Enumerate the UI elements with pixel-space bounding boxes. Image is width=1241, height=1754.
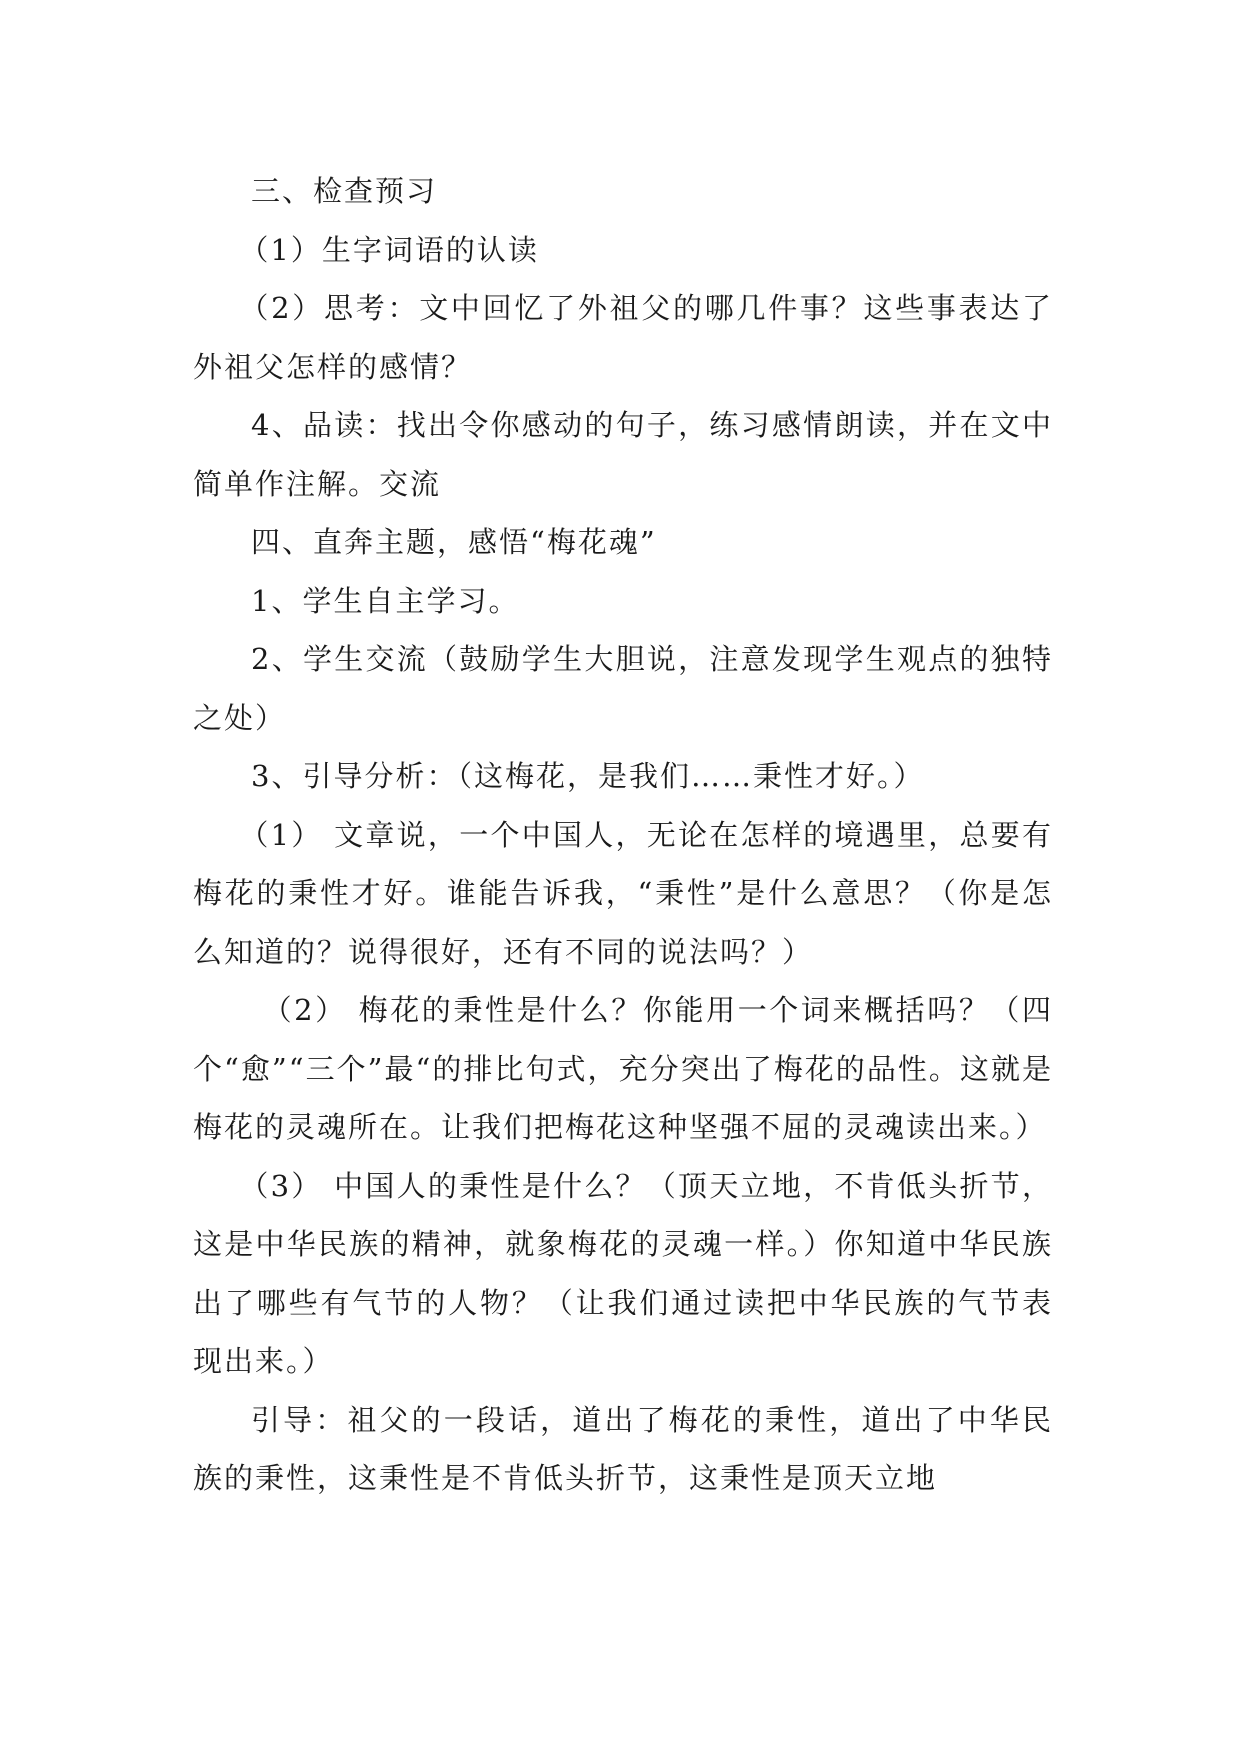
section-heading-preview-check: 三、检查预习 [251, 174, 438, 208]
paragraph-think-question: （2）思考：文中回忆了外祖父的哪几件事？这些事表达了外祖父怎样的感情？ [193, 291, 1053, 384]
document-page [193, 162, 1053, 1508]
section-heading-theme: 四、直奔主题，感悟“梅花魂” [251, 525, 657, 559]
paragraph-question-1: （1） 文章说，一个中国人，无论在怎样的境遇里，总要有梅花的秉性才好。谁能告诉我，“秉性”是什么意思？（你是怎么知道的？说得很好，还有不同的说法吗？） [193, 817, 1053, 969]
paragraph-self-study: 1、学生自主学习。 [251, 583, 520, 618]
paragraph-question-2: （2） 梅花的秉性是什么？你能用一个词来概括吗？（四个“愈”“三个”最“的排比句式，充分突出了梅花的品性。这就是梅花的灵魂所在。让我们把梅花这种坚强不屈的灵魂读出来。） [193, 993, 1053, 1144]
paragraph-word-recognition: （1）生字词语的认读 [239, 232, 539, 267]
paragraph-guidance: 引导：祖父的一段话，道出了梅花的秉性，道出了中华民族的秉性，这秉性是不肯低头折节，这秉性是顶天立地 [193, 1402, 1053, 1495]
paragraph-student-exchange: 2、学生交流（鼓励学生大胆说，注意发现学生观点的独特之处） [193, 642, 1053, 735]
paragraph-question-3: （3） 中国人的秉性是什么？（顶天立地，不肯低头折节，这是中华民族的精神，就象梅花的灵魂一样。）你知道中华民族出了哪些有气节的人物？（让我们通过读把中华民族的气节表现出来。） [193, 1168, 1053, 1378]
paragraph-guided-analysis: 3、引导分析：（这梅花，是我们……秉性才好。） [251, 759, 925, 793]
paragraph-read-closely: 4、品读：找出令你感动的句子，练习感情朗读，并在文中简单作注解。交流 [193, 408, 1053, 501]
